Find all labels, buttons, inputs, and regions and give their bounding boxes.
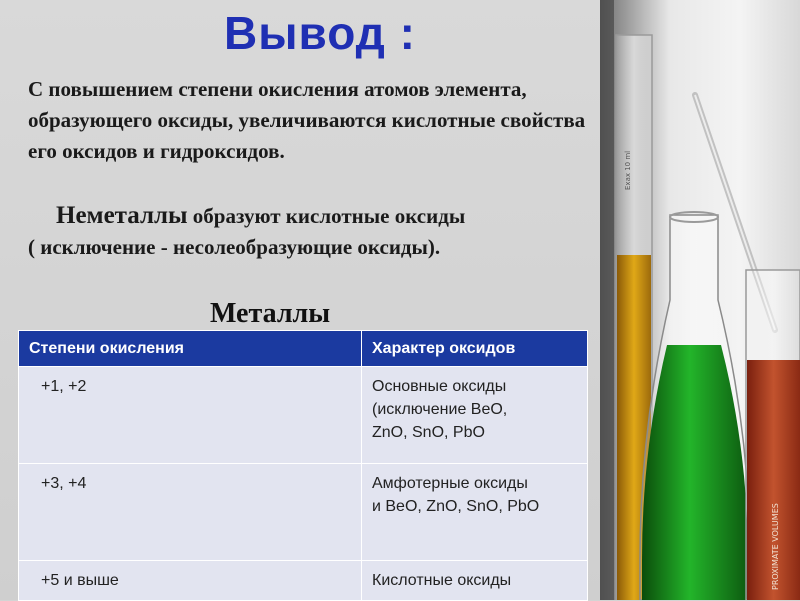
table-row: [19, 561, 588, 601]
nonmetals-lead: Неметаллы: [56, 202, 188, 229]
cell-character-line: и BeO, ZnO, SnO, PbO: [372, 498, 540, 515]
cell-character: [362, 464, 588, 561]
nonmetals-paragraph: [28, 200, 598, 263]
cylinder-label: Exax 10 ml: [624, 150, 632, 190]
oxides-table: [18, 330, 588, 601]
header-oxidation-degree: Степени окисления: [19, 331, 362, 367]
beaker-label: PROXIMATE VOLUMES: [771, 503, 780, 590]
conclusion-paragraph: С повышением степени окисления атомов элемента, образующего оксиды, увеличиваются кислотные свойства его оксидов и гидроксидов.: [28, 77, 586, 163]
header-oxide-character: Характер оксидов: [362, 331, 588, 367]
cell-character: [362, 367, 588, 464]
table-row: [19, 464, 588, 561]
cell-degree: +1, +2: [19, 367, 362, 464]
lab-glassware-photo: [600, 0, 800, 600]
cell-degree: +5 и выше: [19, 561, 362, 601]
cell-character-line: ZnO, SnO, PbO: [372, 424, 485, 441]
metals-heading: Металлы: [210, 298, 331, 329]
cell-character-line: Основные оксиды: [372, 378, 507, 395]
cell-degree: +3, +4: [19, 464, 362, 561]
nonmetals-rest: образуют кислотные оксиды: [187, 204, 466, 228]
table-header-row: [19, 331, 588, 367]
table-row: [19, 367, 588, 464]
slide-title: Вывод :: [224, 7, 416, 59]
cell-character-line: (исключение BeO,: [372, 401, 508, 418]
cell-character-line: Амфотерные оксиды: [372, 475, 528, 492]
cell-character: Кислотные оксиды: [362, 561, 588, 601]
nonmetals-exception: ( исключение - несолеобразующие оксиды).: [28, 235, 441, 259]
